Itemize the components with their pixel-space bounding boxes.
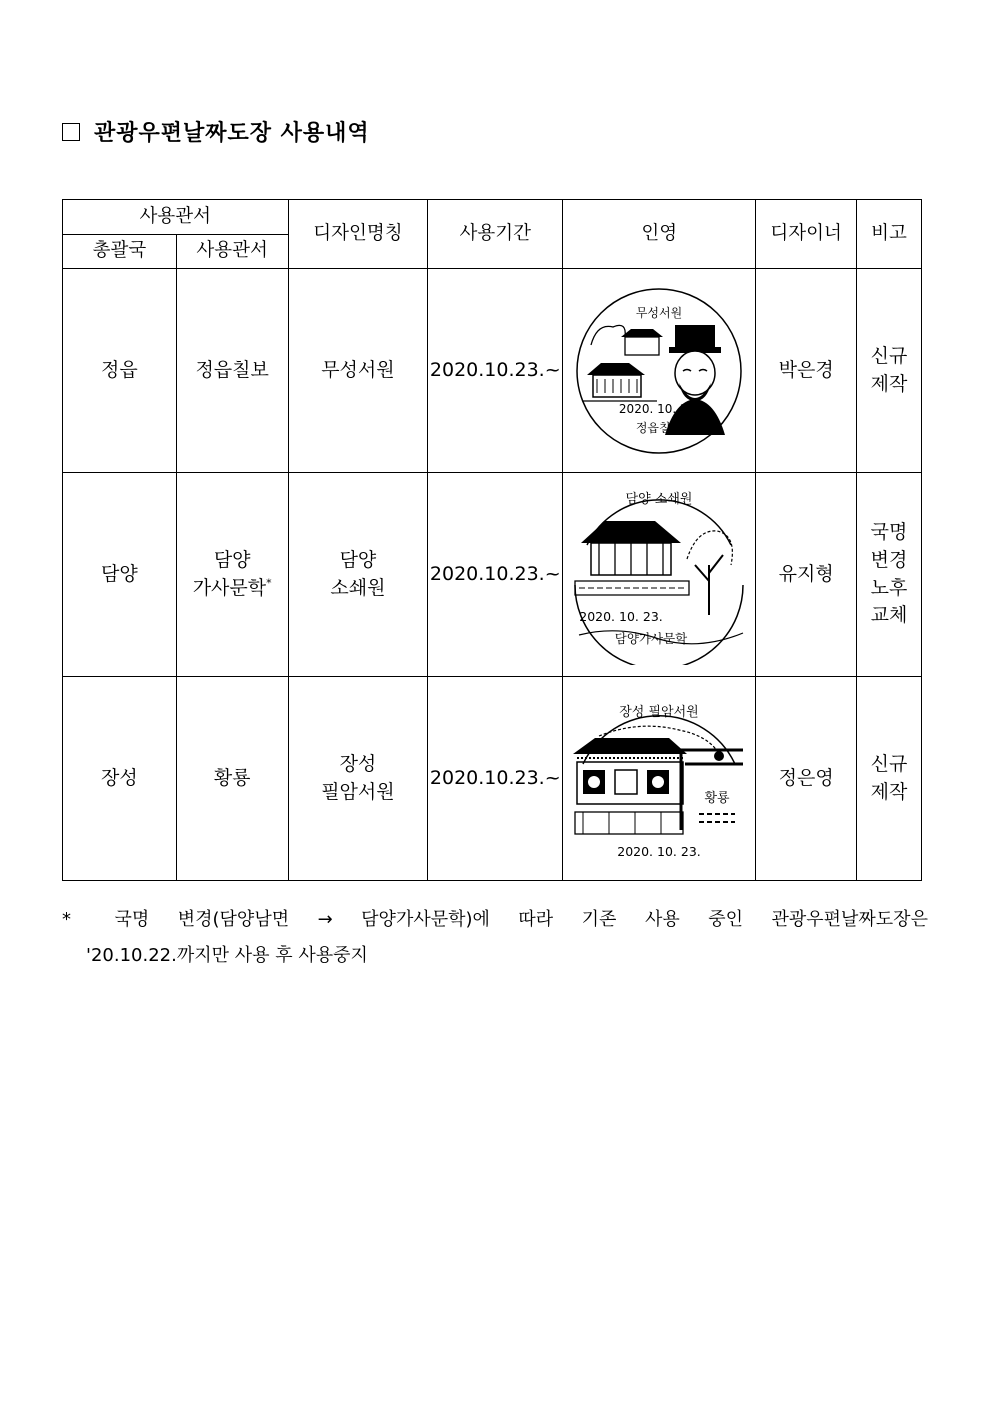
stamp-cell <box>563 473 756 677</box>
table-row <box>63 269 922 473</box>
stamp-bottom-text: 담양가사문학 <box>615 630 688 646</box>
footnote-star: * <box>62 909 71 930</box>
office-cell: 황룡 <box>176 677 288 881</box>
head-office-cell: 정읍 <box>63 269 177 473</box>
stamp-cell <box>563 677 756 881</box>
office-cell: 정읍칠보 <box>176 269 288 473</box>
stamp-image-museong <box>573 285 745 457</box>
checkbox-square-icon <box>62 123 80 141</box>
remark-cell: 국명 변경 노후 교체 <box>857 473 922 677</box>
head-office-cell: 장성 <box>63 677 177 881</box>
designer-cell: 박은경 <box>756 269 857 473</box>
head-office-cell: 담양 <box>63 473 177 677</box>
stamp-bottom-text: 정읍칠보 <box>636 420 683 435</box>
remark-cell: 신규 제작 <box>857 677 922 881</box>
header-remark: 비고 <box>857 200 922 269</box>
stamp-cell <box>563 269 756 473</box>
footnote-mark: * <box>266 576 272 590</box>
period-cell: 2020.10.23.~ <box>428 269 563 473</box>
footnote <box>62 902 928 974</box>
header-design-name: 디자인명칭 <box>288 200 428 269</box>
stamp-top-text: 장성 필암서원 <box>619 704 699 720</box>
header-head-office: 총괄국 <box>63 235 177 269</box>
period-cell: 2020.10.23.~ <box>428 677 563 881</box>
remark-cell: 신규 제작 <box>857 269 922 473</box>
stamp-date-text: 2020. 10. 23. <box>617 843 701 859</box>
stamp-usage-table <box>62 199 922 881</box>
stamp-top-text: 무성서원 <box>636 305 683 320</box>
designer-cell: 유지형 <box>756 473 857 677</box>
page-title <box>62 116 370 147</box>
design-cell: 담양 소쇄원 <box>288 473 428 677</box>
period-cell: 2020.10.23.~ <box>428 473 563 677</box>
office-cell: 담양 가사문학* <box>176 473 288 677</box>
header-period: 사용기간 <box>428 200 563 269</box>
title-text: 관광우편날짜도장 사용내역 <box>94 121 370 146</box>
stamp-image-pilam <box>569 694 749 864</box>
stamp-date-text: 2020. 10. 23. <box>579 608 663 624</box>
stamp-side-text: 황룡 <box>704 790 730 806</box>
header-office-group: 사용관서 <box>63 200 289 235</box>
header-stamp: 인영 <box>563 200 756 269</box>
stamp-top-text: 담양 소쇄원 <box>625 491 693 507</box>
table-row <box>63 473 922 677</box>
footnote-line-1: * 국명 변경(담양남면 → 담양가사문학)에 따라 기존 사용 중인 관광우편날짜도장은 <box>62 902 928 938</box>
designer-cell: 정은영 <box>756 677 857 881</box>
design-cell: 장성 필암서원 <box>288 677 428 881</box>
stamp-date-text: 2020. 10. 23. <box>619 401 700 416</box>
header-office: 사용관서 <box>176 235 288 269</box>
table-row <box>63 677 922 881</box>
design-cell: 무성서원 <box>288 269 428 473</box>
footnote-line-2: '20.10.22.까지만 사용 후 사용중지 <box>86 945 368 966</box>
header-designer: 디자이너 <box>756 200 857 269</box>
stamp-image-soswaewon <box>569 485 749 665</box>
